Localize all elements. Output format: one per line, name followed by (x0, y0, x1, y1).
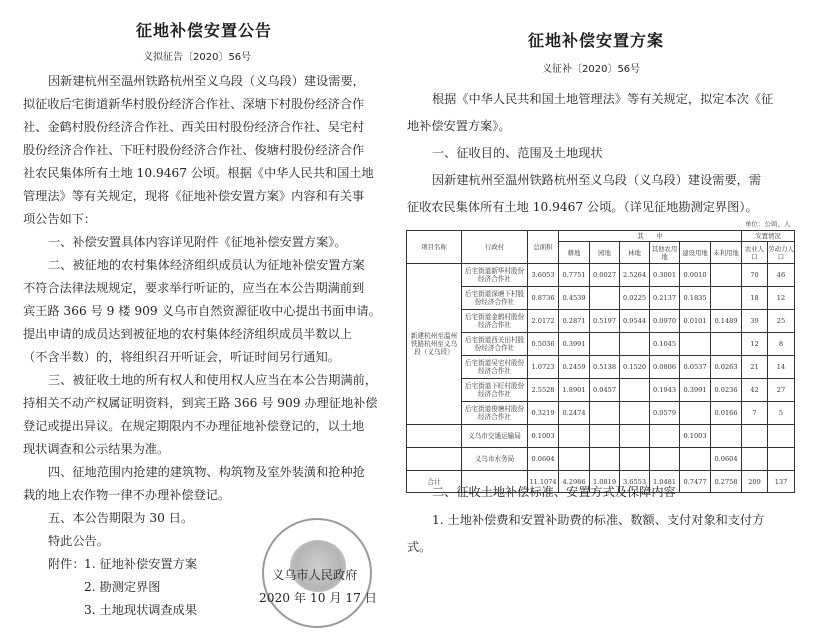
data-cell: 1.0723 (528, 356, 559, 379)
data-cell: 70 (742, 264, 768, 287)
table-row (407, 448, 795, 471)
data-cell: 0.4539 (559, 287, 590, 310)
text-line: 地补偿安置方案》。 (407, 119, 511, 133)
text-line: 社、金鹤村股份经济合作社、西关田村股份经济合作社、吴宅村 (23, 120, 365, 134)
table-row (407, 356, 795, 379)
data-cell: 0.0970 (650, 310, 680, 333)
data-cell: 5 (768, 402, 795, 425)
data-cell (590, 402, 620, 425)
header-arable: 耕地 (559, 242, 590, 264)
text-line: 二、被征地的农村集体经济组织成员认为征地补偿安置方案 (48, 258, 365, 272)
data-cell: 0.8736 (528, 287, 559, 310)
data-cell: 0.0166 (711, 402, 742, 425)
data-cell: 2.5528 (528, 379, 559, 402)
data-cell: 3.6053 (528, 264, 559, 287)
text-line: 拟征收后宅街道新华村股份经济合作社、深塘下村股份经济合作 (23, 97, 365, 111)
attachment-item: 1. 征地补偿安置方案 (84, 557, 198, 571)
header-construction: 建设用地 (680, 242, 711, 264)
data-cell: 1.8901 (559, 379, 590, 402)
land-table (406, 230, 795, 493)
header-unused: 未利用地 (711, 242, 742, 264)
data-cell: 18 (742, 287, 768, 310)
village-cell: 后宅街道吴宅村股份经济合作社 (462, 356, 528, 379)
text-line: 宾王路 366 号 9 楼 909 义乌市自然资源征收中心提出书面申请。 (23, 304, 381, 318)
data-cell: 0.0010 (680, 264, 711, 287)
data-cell (711, 333, 742, 356)
data-cell: 0.9544 (620, 310, 650, 333)
data-cell: 25 (768, 310, 795, 333)
data-cell: 0.0806 (650, 356, 680, 379)
data-cell: 0.3219 (528, 402, 559, 425)
total-cell: 0.7477 (680, 471, 711, 493)
village-cell: 后宅街道下旺村股份经济合作社 (462, 379, 528, 402)
table-row (407, 264, 795, 287)
announcement-doc-number: 义拟征告〔2020〕56号 (143, 52, 252, 63)
data-cell (650, 425, 680, 448)
village-cell: 后宅街道金鹤村股份经济合作社 (462, 310, 528, 333)
header-village: 行政村 (462, 231, 528, 264)
data-cell (620, 379, 650, 402)
data-cell (559, 425, 590, 448)
text-line: 社农民集体所有土地 10.9467 公顷。根据《中华人民共和国土地 (23, 166, 374, 180)
item-5: 五、本公告期限为 30 日。 (48, 511, 194, 525)
text-line: 1. 土地补偿费和安置补助费的标准、数额、支付对象和支付方 (432, 513, 765, 527)
text-line: 因新建杭州至温州铁路杭州至义乌段（义乌段）建设需要， (48, 74, 365, 88)
data-cell (742, 448, 768, 471)
data-cell (742, 425, 768, 448)
text-line: （不含半数）的，将组织召开听证会，听证时间另行通知。 (23, 350, 340, 364)
data-cell (711, 287, 742, 310)
data-cell (590, 448, 620, 471)
plan-title: 征地补偿安置方案 (528, 31, 665, 50)
table-row (407, 402, 795, 425)
total-cell: 3.6553 (620, 471, 650, 493)
announcement-page (0, 0, 400, 635)
data-cell: 0.5197 (590, 310, 620, 333)
data-cell: 0.1045 (650, 333, 680, 356)
data-cell: 0.0225 (620, 287, 650, 310)
data-cell: 0.2459 (559, 356, 590, 379)
total-cell: 137 (768, 471, 795, 493)
total-label: 合计 (407, 471, 462, 493)
data-cell: 0.1943 (650, 379, 680, 402)
village-cell: 后宅街道俊塘村股份经济合作社 (462, 402, 528, 425)
text-line: 四、征地范围内抢建的建筑物、构筑物及室外装潢和抢种抢 (48, 465, 365, 479)
data-cell (620, 425, 650, 448)
header-forest: 林地 (620, 242, 650, 264)
data-cell (650, 448, 680, 471)
total-cell: 1.0481 (650, 471, 680, 493)
issue-date: 2020 年 10 月 17 日 (259, 591, 377, 605)
data-cell (768, 425, 795, 448)
data-cell (680, 402, 711, 425)
table-row (407, 310, 795, 333)
data-cell: 0.2871 (559, 310, 590, 333)
data-cell: 7 (742, 402, 768, 425)
data-cell: 46 (768, 264, 795, 287)
attachments-label: 附件： (48, 557, 85, 571)
table-row (407, 333, 795, 356)
data-cell: 0.0579 (650, 402, 680, 425)
data-cell: 0.0604 (711, 448, 742, 471)
data-cell: 2.5264 (620, 264, 650, 287)
village-cell: 后宅街道西关田村股份经济合作社 (462, 333, 528, 356)
item-1: 一、补偿安置具体内容详见附件《征地补偿安置方案》。 (48, 235, 347, 249)
total-cell: 4.2986 (559, 471, 590, 493)
data-cell: 8 (768, 333, 795, 356)
data-cell: 0.0457 (590, 379, 620, 402)
data-cell: 0.7751 (559, 264, 590, 287)
data-cell: 0.0537 (680, 356, 711, 379)
issuer-name: 义乌市人民政府 (272, 568, 358, 582)
village-cell: 后宅街道深塘下村股份经济合作社 (462, 287, 528, 310)
data-cell: 0.0101 (680, 310, 711, 333)
data-cell (590, 425, 620, 448)
header-labor-pop: 劳动力人口 (768, 242, 795, 264)
table-row (407, 425, 795, 448)
data-cell: 39 (742, 310, 768, 333)
announcement-title: 征地补偿安置公告 (136, 21, 273, 40)
text-line: 提出申请的成员达到被征地的农村集体经济组织成员半数以上 (23, 327, 353, 341)
data-cell (590, 287, 620, 310)
text-line: 栽的地上农作物一律不办理补偿登记。 (23, 488, 231, 502)
data-cell: 0.0263 (711, 356, 742, 379)
data-cell: 0.0604 (528, 448, 559, 471)
header-project-name: 项目名称 (407, 231, 462, 264)
data-cell: 21 (742, 356, 768, 379)
data-cell (620, 402, 650, 425)
text-line: 三、被征收土地的所有权人和使用权人应当在本公告期满前， (48, 373, 378, 387)
data-cell: 0.1489 (711, 310, 742, 333)
text-line: 管理法》等有关规定，现将《征地补偿安置方案》内容和有关事 (23, 189, 365, 203)
village-cell: 义乌市交通运输局 (462, 425, 528, 448)
project-name-cell (407, 425, 462, 448)
data-cell (680, 333, 711, 356)
text-line: 因新建杭州至温州铁路杭州至义乌段（义乌段）建设需要，需 (432, 173, 762, 187)
data-cell: 0.5036 (528, 333, 559, 356)
data-cell: 2.0172 (528, 310, 559, 333)
header-total-area: 总面积 (528, 231, 559, 264)
data-cell: 0.3991 (559, 333, 590, 356)
data-cell: 0.3991 (680, 379, 711, 402)
data-cell: 0.1003 (528, 425, 559, 448)
data-cell: 0.3001 (650, 264, 680, 287)
data-cell (711, 425, 742, 448)
total-cell: 1.0819 (590, 471, 620, 493)
text-line: 项公告如下： (23, 212, 97, 226)
data-cell: 0.1003 (680, 425, 711, 448)
text-line: 征收农民集体所有土地 10.9467 公顷。（详见征地勘测定界图）。 (407, 200, 758, 214)
data-cell: 12 (742, 333, 768, 356)
text-line: 持相关不动产权属证明资料，到宾王路 366 号 909 办理征地补偿 (23, 396, 378, 410)
section-1-heading: 一、征收目的、范围及土地现状 (432, 146, 603, 160)
data-cell (620, 448, 650, 471)
data-cell: 27 (768, 379, 795, 402)
village-cell: 后宅街道新华村股份经济合作社 (462, 264, 528, 287)
plan-doc-number: 义征补〔2020〕56号 (542, 64, 641, 75)
project-name-cell: 新建杭州至温州铁路杭州至义乌段（义乌段） (407, 264, 462, 425)
data-cell (711, 264, 742, 287)
data-cell: 0.5138 (590, 356, 620, 379)
data-cell (620, 333, 650, 356)
total-cell: 209 (742, 471, 768, 493)
text-line: 不符合法律法规规定，要求举行听证的，应当在本公告期满前到 (23, 281, 365, 295)
text-line: 现状调查和公示结果为准。 (23, 442, 170, 456)
header-garden: 园地 (590, 242, 620, 264)
data-cell: 12 (768, 287, 795, 310)
attachment-item: 3. 土地现状调查成果 (84, 603, 198, 617)
header-of-which: 其 中 (559, 231, 742, 242)
table-row (407, 287, 795, 310)
data-cell: 0.2474 (559, 402, 590, 425)
data-cell: 0.1835 (680, 287, 711, 310)
project-name-cell (407, 448, 462, 471)
total-cell: 0.2758 (711, 471, 742, 493)
data-cell (590, 333, 620, 356)
total-cell: 11.1074 (528, 471, 559, 493)
data-cell: 0.0236 (711, 379, 742, 402)
text-line: 式。 (407, 540, 432, 554)
text-line: 股份经济合作社、下旺村股份经济合作社、俊塘村股份经济合作 (23, 143, 365, 157)
table-row (407, 379, 795, 402)
text-line: 根据《中华人民共和国土地管理法》等有关规定，拟定本次《征 (432, 92, 774, 106)
text-line: 登记或提出异议。在规定期限内不办理征地补偿登记的，以土地 (23, 419, 365, 433)
section-2-heading: 二、征收土地补偿标准、安置方式及保障内容 (432, 485, 676, 499)
unit-note: 单位：公顷、人 (745, 220, 791, 228)
data-cell (559, 448, 590, 471)
data-cell: 42 (742, 379, 768, 402)
data-cell: 0.1520 (620, 356, 650, 379)
data-cell (768, 448, 795, 471)
header-resettlement: 安置情况 (742, 231, 795, 242)
data-cell: 0.2137 (650, 287, 680, 310)
header-other-agri: 其他农用地 (650, 242, 680, 264)
village-cell: 义乌市水务局 (462, 448, 528, 471)
closing-text: 特此公告。 (48, 534, 109, 548)
attachment-item: 2. 勘测定界图 (84, 580, 161, 594)
data-cell (680, 448, 711, 471)
data-cell: 14 (768, 356, 795, 379)
data-cell: 0.0027 (590, 264, 620, 287)
header-agri-pop: 农业人口 (742, 242, 768, 264)
